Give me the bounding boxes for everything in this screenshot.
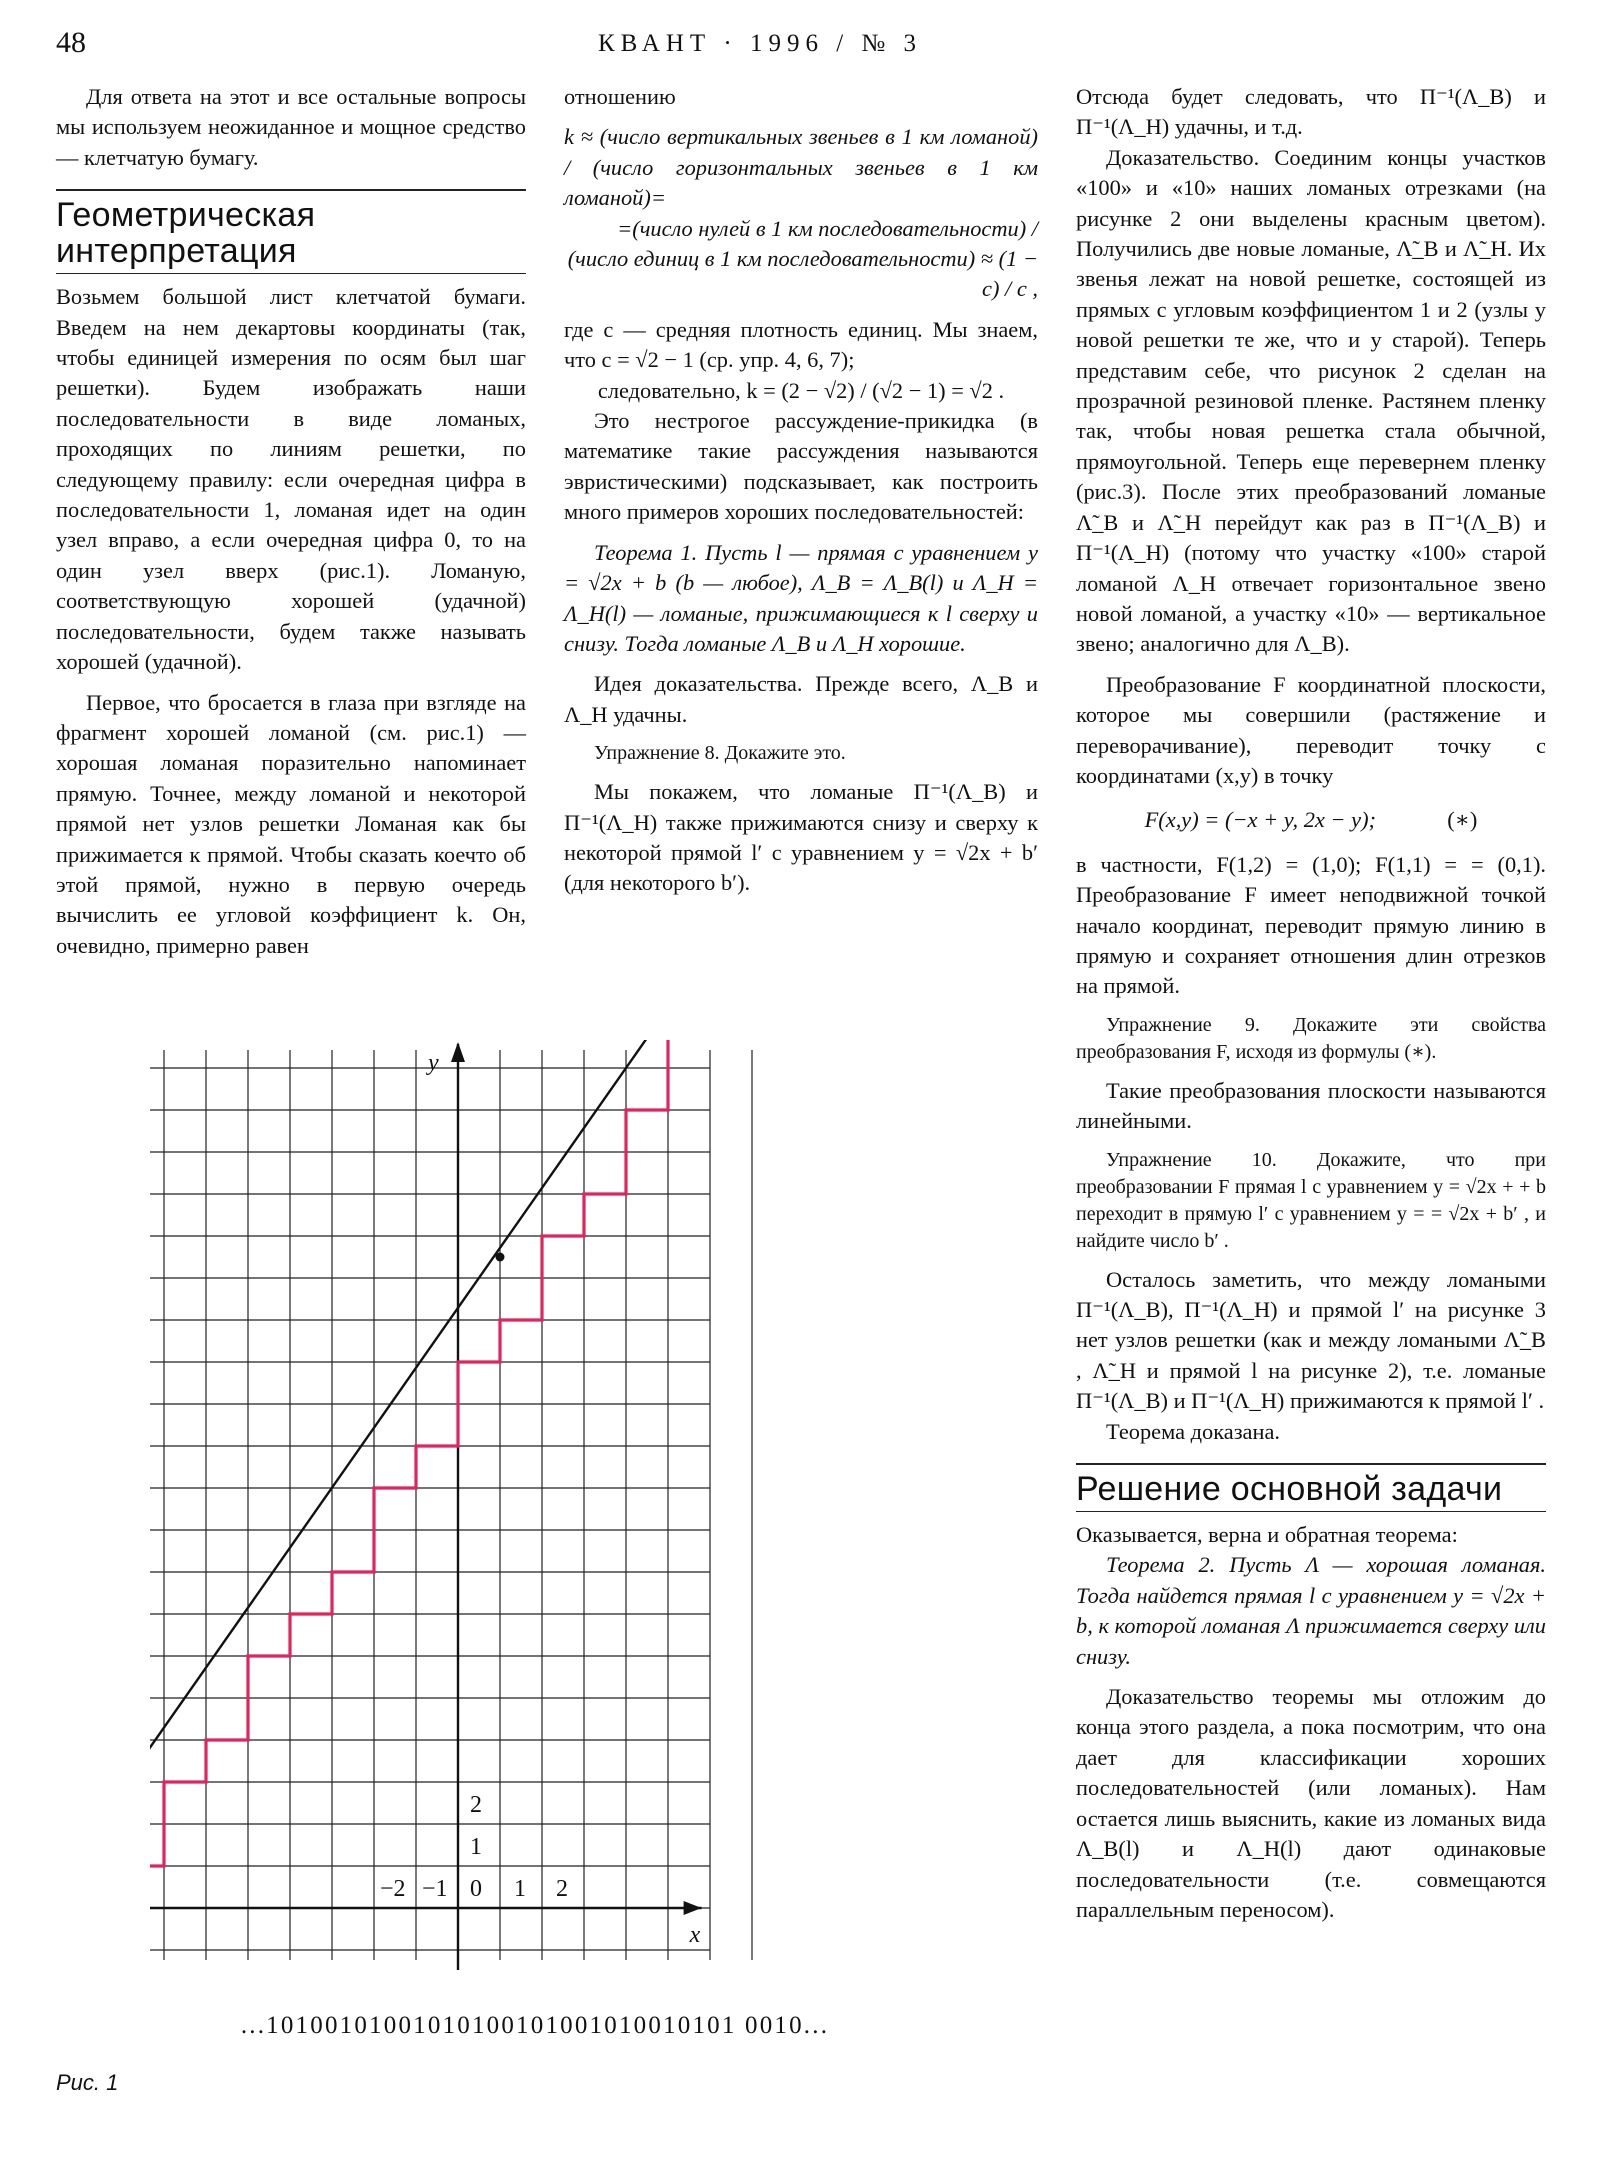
x-tick-label: 0	[470, 1876, 482, 1902]
col3-paragraph-7: Оказывается, верна и обратная теорема:	[1076, 1522, 1458, 1548]
exercise-8: Упражнение 8. Докажите это.	[594, 742, 846, 765]
theorem-1: Теорема 1. Пусть l — прямая с уравнением y = √2x + b (b — любое), Λ_B = Λ_B(l) и Λ_H = Λ_H(l) — ломаные, прижимающиеся к l сверху и снизу. Тогда ломаные Λ_B и Λ_H хорошие.	[564, 539, 1038, 656]
column-1	[56, 82, 526, 961]
col2-paragraph-1: где c — средняя плотность единиц. Мы знаем, что c = √2 − 1 (ср. упр. 4, 6, 7);	[564, 316, 1038, 373]
col1-paragraph-1: Для ответа на этот и все остальные вопросы мы используем неожиданное и мощное средство — клетчатую бумагу.	[56, 84, 526, 170]
touch-point	[496, 1253, 505, 1262]
column-3	[1076, 82, 1546, 1925]
proof: Доказательство. Соединим концы участков «100» и «10» наших ломаных отрезками (на рисунке 2 они выделены красным цветом). Получились две новые ломаные, Λ̃_B и Λ̃_H. Их звенья лежат на новой решетке, состоящей из прямых с угловым коэффициентом 1 и 2 (узлы у новой решетки те же, что и у старой). Теперь представим себе, что рисунок 2 сделан на прозрачной резиновой пленке. Растянем пленку так, чтобы новая решетка стала обычной, прямоугольной. Теперь еще перевернем пленку (рис.3). После этих преобразований ломаные Λ̃_B и Λ̃_H перейдут как раз в Π⁻¹(Λ_B) и Π⁻¹(Λ_H) (потому что участку «100» старой ломаной Λ_H отвечает горизонтальное звено новой ломаной, а участку «10» — вертикальное звено; аналогично для Λ_B).	[1076, 144, 1546, 657]
exercise-10: Упражнение 10. Докажите, что при преобразовании F прямая l с уравнением y = √2x + + b переходит в прямую l′ с уравнением y = = √2x + b′ , и найдите число b′ .	[1076, 1148, 1546, 1252]
section-title-geometric: Геометрическая интерпретация	[56, 196, 316, 271]
x-tick-label: −2	[380, 1876, 406, 1902]
col3-paragraph-8: Доказательство теоремы мы отложим до конца этого раздела, а пока посмотрим, что она дает для классификации хороших последовательностей (или ломаных). Нам остается лишь выяснить, какие из ломаных вида Λ_B(l) и Λ_H(l) дают одинаковые последовательности (т.е. совмещаются параллельным переносом).	[1076, 1684, 1546, 1922]
formula-star-label: (∗)	[1447, 807, 1478, 833]
section-rule	[56, 189, 526, 191]
page-number: 48	[56, 26, 86, 59]
col3-paragraph-3: в частности, F(1,2) = (1,0); F(1,1) = = (0,1). Преобразование F имеет неподвижной точкой начало координат, переводит прямую линию в прямую и сохраняет отношения длин отрезков на прямой.	[1076, 851, 1546, 999]
col2-formula-1: k ≈ (число вертикальных звеньев в 1 км ломаной) / (число горизонтальных звеньев в 1 км ломаной)=	[564, 124, 1038, 211]
section-rule-bottom	[56, 273, 526, 274]
figure-1	[150, 1040, 910, 1990]
theorem-2: Теорема 2. Пусть Λ — хорошая ломаная. Тогда найдется прямая l с уравнением y = √2x + b, к которой ломаная Λ прижимается сверху или снизу.	[1076, 1552, 1546, 1669]
col1-paragraph-2: Возьмем большой лист клетчатой бумаги. Введем на нем декартовы координаты (так, чтобы единицей измерения по осям был шаг решетки). Будем изображать наши последовательности в виде ломаных, проходящих по линиям решетки, по следующему правилу: если очередная цифра в последовательности 1, ломаная идет на один узел вправо, а если очередная цифра 0, то на один узел вверх (рис.1). Ломаную, соответствующую хорошей (удачной) последовательности, будем также называть хорошей (удачной).	[56, 284, 526, 675]
x-tick-label: −1	[422, 1876, 448, 1902]
x-axis-arrow	[684, 1901, 702, 1915]
formula-star	[1076, 805, 1546, 835]
running-head: КВАНТ · 1996 / № 3	[597, 30, 923, 57]
exercise-9: Упражнение 9. Докажите эти свойства преобразования F, исходя из формулы (∗).	[1076, 1013, 1546, 1063]
col3-paragraph-1: Отсюда будет следовать, что Π⁻¹(Λ_B) и Π⁻¹(Λ_H) удачны, и т.д.	[1076, 84, 1546, 140]
y-tick-label: 2	[470, 1792, 482, 1818]
section-rule-2-bottom	[1076, 1511, 1546, 1512]
col3-paragraph-2: Преобразование F координатной плоскости, которое мы совершили (растяжение и переворачивание), переводит точку с координатами (x,y) в точку	[1076, 671, 1546, 788]
x-tick-label: 2	[556, 1876, 568, 1902]
section-rule-2	[1076, 1463, 1546, 1465]
y-tick-label: 1	[470, 1834, 482, 1860]
col1-paragraph-3: Первое, что бросается в глаза при взгляде на фрагмент хорошей ломаной (см. рис.1) — хорошая ломаная поразительно напоминает прямую. Точнее, между ломаной и некоторой прямой нет узлов решетки Ломаная как бы прижимается к прямой. Чтобы сказать коечто об этой прямой, нужно в первую очередь вычислить ее угловой коэффициент k. Он, очевидно, примерно равен	[56, 689, 526, 958]
y-axis-label: y	[428, 1050, 439, 1076]
proof-idea: Идея доказательства. Прежде всего, Λ_B и Λ_H удачны.	[564, 671, 1038, 727]
y-axis-arrow	[451, 1042, 465, 1062]
figure-sequence: ...10100101001010100101001010010101 0010...	[240, 2012, 830, 2039]
x-tick-label: 1	[514, 1876, 526, 1902]
col2-paragraph-3: Это нестрогое рассуждение-прикидка (в математике такие рассуждения называются эвристическими) подсказывает, как построить много примеров хороших последовательностей:	[564, 408, 1038, 525]
col3-paragraph-4: Такие преобразования плоскости называются линейными.	[1076, 1077, 1546, 1134]
x-axis-label: x	[689, 1922, 701, 1948]
col3-paragraph-6: Теорема доказана.	[1106, 1418, 1281, 1444]
figure-1-plot	[150, 1040, 910, 1990]
formula-star-expression: F(x,y) = (−x + y, 2x − y);	[1144, 807, 1376, 833]
col2-line-1: отношению	[564, 84, 676, 109]
column-2	[564, 82, 1038, 899]
section-title-solution: Решение основной задачи	[1076, 1470, 1503, 1509]
col2-paragraph-4: Мы покажем, что ломаные Π⁻¹(Λ_B) и Π⁻¹(Λ_H) также прижимаются снизу и сверху к некоторой прямой l′ с уравнением y = √2x + b′ (для некоторого b′).	[564, 779, 1038, 896]
col2-formula-2: =(число нулей в 1 км последовательности) / (число единиц в 1 км последовательности) ≈ (1 − c) / c ,	[567, 215, 1038, 302]
col3-paragraph-5: Осталось заметить, что между ломаными Π⁻¹(Λ_B), Π⁻¹(Λ_H) и прямой l′ на рисунке 3 нет узлов решетки (как и между ломаными Λ̃_B , Λ̃_H и прямой l на рисунке 2), т.е. ломаные Π⁻¹(Λ_B) и Π⁻¹(Λ_H) прижимаются к прямой l′ .	[1076, 1266, 1546, 1414]
col2-paragraph-2: следовательно, k = (2 − √2) / (√2 − 1) = √2 .	[597, 377, 1005, 403]
figure-caption: Рис. 1	[56, 2070, 119, 2095]
